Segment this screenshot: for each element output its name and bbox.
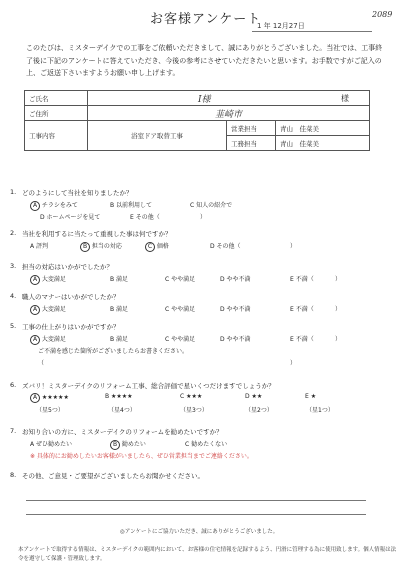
option-label: ★ — [310, 393, 317, 400]
option-b[interactable] — [110, 274, 128, 283]
option-text — [36, 405, 64, 414]
option-c[interactable] — [190, 200, 232, 209]
option-d[interactable] — [220, 334, 251, 343]
option-key: C — [185, 441, 190, 448]
option-a[interactable] — [30, 393, 69, 403]
question-text: 当社を利用するに当たって重視した事は何ですか？ — [22, 230, 172, 238]
question-number: 3. — [10, 262, 17, 270]
option-text — [108, 405, 136, 414]
option-a[interactable] — [30, 274, 66, 285]
sales-value[interactable]: 青山 佳菜美 — [276, 121, 370, 136]
option-c[interactable] — [180, 393, 202, 400]
option-b[interactable] — [110, 439, 146, 450]
address-value: 韮崎市 — [214, 109, 242, 120]
question-text: 工事の仕上がりはいかがですか？ — [22, 323, 120, 331]
option-text — [290, 241, 296, 250]
option-key: A — [30, 243, 35, 250]
option-label: （星3つ） — [180, 407, 208, 414]
option-key: B — [110, 202, 115, 209]
question-number: 8. — [10, 471, 17, 479]
option-label: ） — [200, 214, 207, 221]
option-key: E — [290, 276, 294, 283]
option-d[interactable] — [40, 212, 100, 221]
option-label: ぜひ勧めたい — [36, 441, 73, 448]
option-key: A — [30, 335, 40, 345]
option-label: やや不満 — [226, 306, 251, 313]
referral-note: ※ 具体的にお勧めしたいお客様がいましたら、ぜひ営業担当までご連絡ください。 — [30, 453, 253, 460]
option-key: B — [110, 276, 115, 283]
address-cell[interactable] — [88, 106, 370, 121]
question-text: どのようにして当社を知りましたか？ — [22, 189, 133, 197]
option-label: 価格 — [156, 243, 169, 250]
option-c[interactable] — [165, 304, 195, 313]
sales-label: 営業担当 — [227, 121, 276, 136]
option-label: 担当の対応 — [91, 243, 122, 250]
option-a[interactable] — [30, 439, 72, 448]
option-d[interactable] — [245, 393, 262, 400]
option-a[interactable] — [30, 200, 78, 211]
option-key: A — [30, 275, 40, 285]
name-cell[interactable] — [88, 91, 370, 106]
option-e[interactable] — [290, 274, 314, 283]
option-key: E — [290, 336, 294, 343]
question-text: 担当の対応はいかがでしたか？ — [22, 263, 113, 271]
option-key: C — [180, 393, 185, 400]
option-c[interactable] — [165, 274, 195, 283]
option-label: やや満足 — [171, 306, 196, 313]
option-a[interactable] — [30, 241, 48, 250]
work-value: 浴室ドア取替工事 — [88, 121, 227, 151]
option-label: ） — [335, 336, 342, 343]
work-label: 工事内容 — [25, 121, 88, 151]
option-label: その他（ — [216, 243, 241, 250]
option-key: D — [220, 306, 225, 313]
option-key: D — [245, 393, 250, 400]
option-label: やや不満 — [226, 276, 251, 283]
question-number: 2. — [10, 229, 17, 237]
option-key: B — [105, 393, 110, 400]
option-b[interactable] — [110, 200, 152, 209]
option-label: 知人の紹介で — [196, 202, 233, 209]
option-label: やや満足 — [171, 336, 196, 343]
option-key: C — [165, 336, 170, 343]
option-label: 以前利用して — [116, 202, 153, 209]
option-label: ホームページを見て — [46, 214, 101, 221]
option-label: 大変満足 — [41, 276, 66, 283]
option-c[interactable] — [165, 334, 195, 343]
construct-value[interactable]: 青山 佳菜美 — [276, 136, 370, 151]
option-label: ） — [335, 306, 342, 313]
question-number: 4. — [10, 292, 17, 300]
option-a[interactable] — [30, 334, 66, 345]
option-b[interactable] — [105, 393, 133, 400]
option-label: 不満（ — [295, 306, 314, 313]
intro-text: このたびは、ミスターデイクでの工事をご依頼いただきまして、誠にありがとうございました。当社では、工事終了後に下記のアンケートに答えていただき、今後の参考にさせていただきたいと思います。お手数ですがご記入の上、ご返送下さいますようお願い申し上げます。 — [26, 44, 383, 77]
option-key: C — [165, 306, 170, 313]
option-d[interactable] — [220, 304, 251, 313]
option-label: ★★★ — [186, 393, 203, 400]
option-key: A — [30, 441, 35, 448]
option-label: 勧めたくない — [191, 441, 228, 448]
option-label: やや不満 — [226, 336, 251, 343]
option-label: ★★★★ — [111, 393, 133, 400]
option-key: E — [130, 214, 134, 221]
option-e[interactable] — [130, 212, 160, 221]
option-label: 勧めたい — [121, 441, 146, 448]
question-number: 1. — [10, 188, 17, 196]
option-label: （星5つ） — [36, 407, 64, 414]
option-label: 満足 — [116, 306, 129, 313]
option-label: （星1つ） — [306, 407, 334, 414]
option-d[interactable] — [220, 274, 251, 283]
option-label: （星2つ） — [245, 407, 273, 414]
question-subtext: ご不満を感じた箇所がございましたらお書きください。 — [38, 348, 189, 355]
option-b[interactable] — [80, 241, 122, 252]
construct-label: 工務担当 — [227, 136, 276, 151]
option-text — [245, 405, 273, 414]
option-e[interactable] — [305, 393, 316, 400]
name-suffix: 様 — [341, 94, 349, 103]
option-key: B — [80, 242, 90, 252]
option-key: D — [210, 243, 215, 250]
option-label: 不満（ — [295, 276, 314, 283]
option-d[interactable] — [210, 241, 241, 250]
option-key: B — [110, 440, 120, 450]
name-label: ご氏名 — [25, 91, 88, 106]
option-key: C — [190, 202, 195, 209]
option-text — [180, 405, 208, 414]
option-key: A — [30, 393, 40, 403]
option-label: 不満（ — [295, 336, 314, 343]
option-b[interactable] — [110, 304, 128, 313]
option-text — [200, 212, 206, 221]
option-label: 満足 — [116, 336, 129, 343]
option-label: やや満足 — [171, 276, 196, 283]
paren-open: （ — [38, 360, 45, 367]
option-key: C — [145, 242, 155, 252]
option-b[interactable] — [110, 334, 128, 343]
option-key: D — [220, 276, 225, 283]
option-a[interactable] — [30, 304, 66, 315]
option-label: （星4つ） — [108, 407, 136, 414]
option-c[interactable] — [185, 439, 227, 448]
option-label: 大変満足 — [41, 336, 66, 343]
option-label: 満足 — [116, 276, 129, 283]
page-title: お客様アンケート — [150, 12, 262, 27]
option-text — [335, 304, 341, 313]
option-e[interactable] — [290, 304, 314, 313]
option-key: E — [290, 306, 294, 313]
question-number: 5. — [10, 322, 17, 330]
option-key: D — [40, 214, 45, 221]
question-text: その他、ご意見・ご要望がございましたらお聞かせください。 — [22, 472, 204, 480]
option-key: B — [110, 336, 115, 343]
question-text: ズバリ！ミスターデイクのリフォーム工事、総合評価で星いくつだけますでしょうか？ — [22, 382, 275, 390]
question-number: 7. — [10, 427, 17, 435]
option-label: ★★ — [251, 393, 263, 400]
option-key: A — [30, 201, 40, 211]
option-label: チラシをみて — [41, 202, 78, 209]
question-text: お知り合いの方に、ミスターデイクのリフォームを勧めたいですか？ — [22, 428, 223, 436]
option-text — [306, 405, 334, 414]
customer-info-table — [24, 90, 370, 151]
survey-date: 1 年 12月27日 — [257, 22, 305, 30]
paren-close: ） — [290, 360, 297, 367]
option-label: 評判 — [36, 243, 49, 250]
footer-privacy: 本アンケートで取得する情報は、ミスターデイクの範囲内において、お客様の住宅情報を記録するよう、円滑に管理する為に使用致します。個人情報は法令を遵守して保護・管理致します。 — [18, 547, 397, 562]
option-label: ） — [290, 243, 297, 250]
option-label: ） — [335, 276, 342, 283]
option-text — [335, 334, 341, 343]
option-text — [335, 274, 341, 283]
address-label: ご住所 — [25, 106, 88, 121]
option-key: D — [220, 336, 225, 343]
question-number: 6. — [10, 381, 17, 389]
footer-thanks: ◎アンケートにご協力いただき、誠にありがとうございました。 — [120, 529, 279, 535]
document-number: 2089 — [372, 10, 393, 19]
option-c[interactable] — [145, 241, 169, 252]
option-key: E — [305, 393, 309, 400]
question-text: 職人のマナーはいかがでしたか？ — [22, 293, 120, 301]
option-key: A — [30, 305, 40, 315]
option-label: 大変満足 — [41, 306, 66, 313]
option-key: C — [165, 276, 170, 283]
name-value: I様 — [198, 95, 211, 105]
option-label: ★★★★★ — [41, 394, 69, 401]
option-e[interactable] — [290, 334, 314, 343]
option-label: その他（ — [135, 214, 160, 221]
option-key: B — [110, 306, 115, 313]
